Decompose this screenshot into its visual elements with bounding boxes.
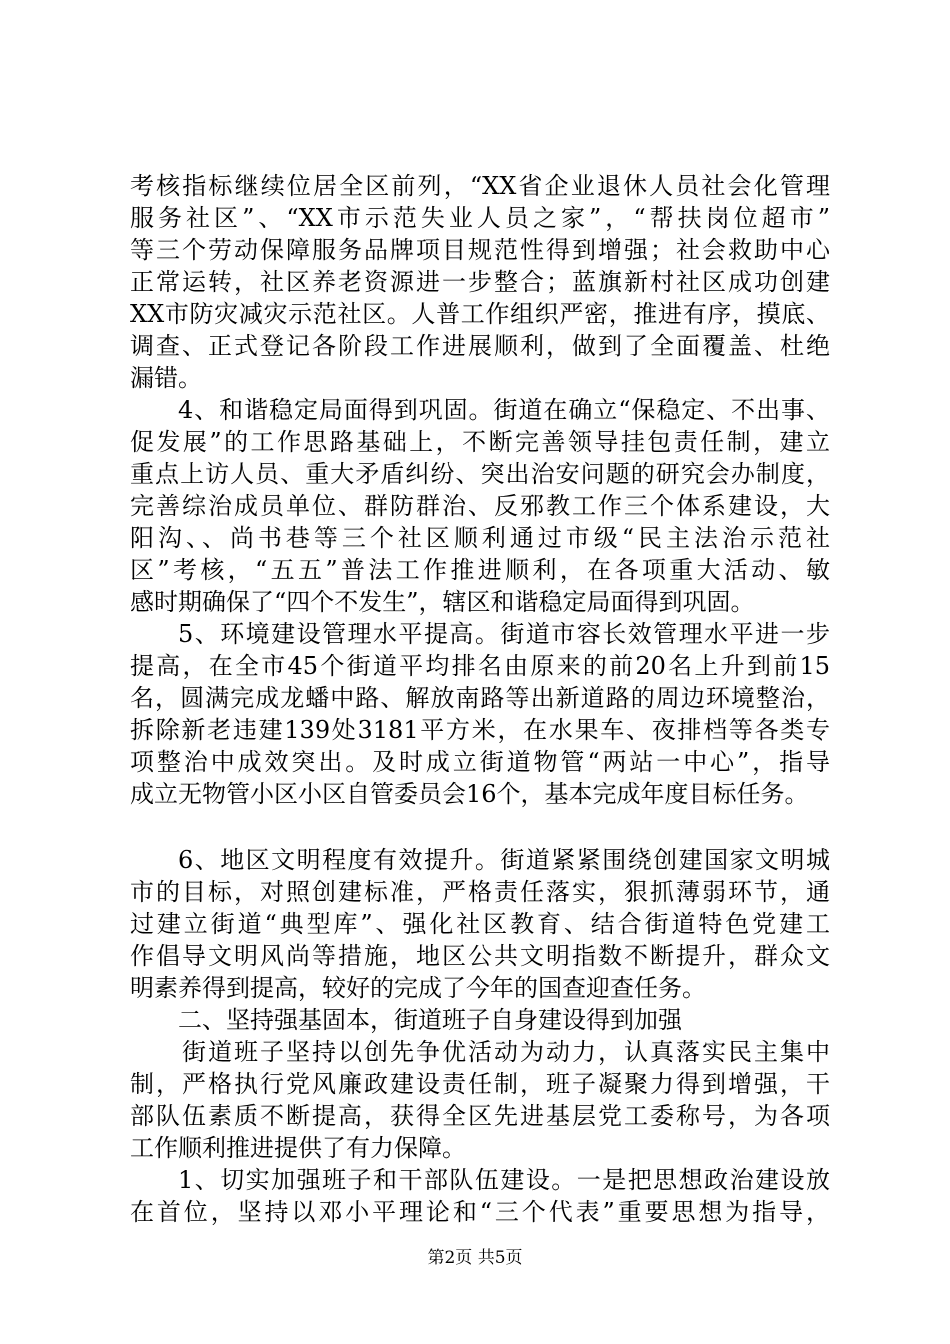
text-line: 名，圆满完成龙蟠中路、解放南路等出新道路的周边环境整治， (130, 684, 830, 712)
text-line: 成立无物管小区小区自管委员会16个，基本完成年度目标任务。 (130, 780, 809, 808)
text-line: 拆除新老违建139处3181平方米，在水果车、夜排档等各类专 (130, 716, 830, 744)
paragraph-1-start: 1、切实加强班子和干部队伍建设。一是把思想政治建设放 (178, 1166, 830, 1194)
paragraph-6-start: 6、地区文明程度有效提升。街道紧紧围绕创建国家文明城 (178, 846, 830, 874)
text-line: 作倡导文明风尚等措施，地区公共文明指数不断提升，群众文 (130, 942, 830, 970)
text-line: 等三个劳动保障服务品牌项目规范性得到增强；社会救助中心 (130, 236, 830, 264)
text-line: 阳沟、、尚书巷等三个社区顺利通过市级“民主法治示范社 (130, 524, 830, 552)
text-line: 制，严格执行党风廉政建设责任制，班子凝聚力得到增强，干 (130, 1070, 830, 1098)
text-line: 重点上访人员、重大矛盾纠纷、突出治安问题的研究会办制度， (130, 460, 830, 488)
text-line: 明素养得到提高，较好的完成了今年的国查迎查任务。 (130, 974, 706, 1002)
paragraph-5-start: 5、环境建设管理水平提高。街道市容长效管理水平进一步 (178, 620, 830, 648)
text-line: 考核指标继续位居全区前列，“XX省企业退休人员社会化管理 (130, 172, 830, 200)
text-line: 部队伍素质不断提高，获得全区先进基层党工委称号，为各项 (130, 1102, 830, 1130)
text-line: 在首位，坚持以邓小平理论和“三个代表”重要思想为指导， (130, 1198, 830, 1226)
text-line: 工作顺利推进提供了有力保障。 (130, 1134, 466, 1162)
text-line: 感时期确保了“四个不发生”，辖区和谐稳定局面得到巩固。 (130, 588, 755, 616)
text-line: 漏错。 (130, 364, 202, 392)
text-line: 完善综治成员单位、群防群治、反邪教工作三个体系建设，大 (130, 492, 830, 520)
text-line: 促发展”的工作思路基础上，不断完善领导挂包责任制，建立 (130, 428, 830, 456)
text-line: 过建立街道“典型库”、强化社区教育、结合街道特色党建工 (130, 910, 830, 938)
paragraph-4-start: 4、和谐稳定局面得到巩固。街道在确立“保稳定、不出事、 (178, 396, 830, 424)
text-line: XX市防灾减灾示范社区。人普工作组织严密，推进有序，摸底、 (130, 300, 830, 328)
paragraph-start: 街道班子坚持以创先争优活动为动力，认真落实民主集中 (182, 1038, 830, 1066)
page-footer: 第2页 共5页 (427, 1248, 523, 1268)
text-line: 市的目标，对照创建标准，严格责任落实，狠抓薄弱环节，通 (130, 878, 830, 906)
text-line: 服务社区”、“XX市示范失业人员之家”，“帮扶岗位超市” (130, 204, 830, 232)
document-body (130, 170, 830, 1228)
text-line: 项整治中成效突出。及时成立街道物管“两站一中心”，指导 (130, 748, 830, 776)
text-line: 区”考核，“五五”普法工作推进顺利，在各项重大活动、敏 (130, 556, 830, 584)
section-heading: 二、坚持强基固本，街道班子自身建设得到加强 (178, 1006, 682, 1034)
text-line: 提高，在全市45个街道平均排名由原来的前20名上升到前15 (130, 652, 830, 680)
text-line: 正常运转，社区养老资源进一步整合；蓝旗新村社区成功创建 (130, 268, 830, 296)
text-line: 调查、正式登记各阶段工作进展顺利，做到了全面覆盖、杜绝 (130, 332, 830, 360)
paragraph-gap (130, 810, 830, 844)
